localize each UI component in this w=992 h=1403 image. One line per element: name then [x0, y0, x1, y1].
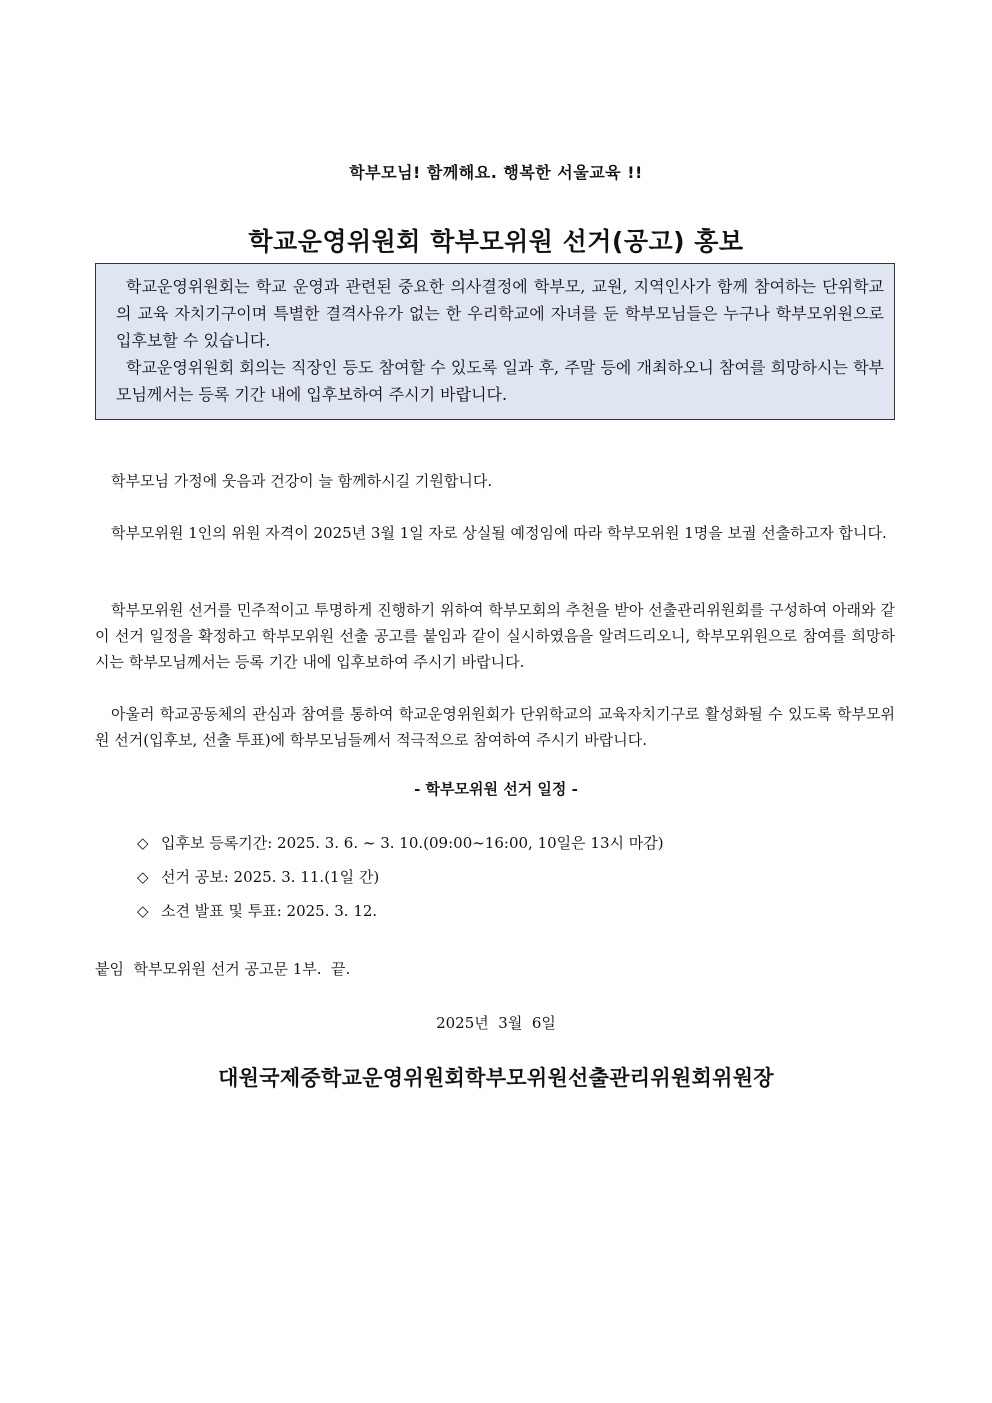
schedule-item: [137, 826, 664, 860]
election-paragraph: 학부모위원 선거를 민주적이고 투명하게 진행하기 위하여 학부모회의 추천을 받아 선출관리위원회를 구성하여 아래와 같이 선거 일정을 확정하고 학부모위원 선출 공고를 붙임과 같이 실시하였음을 알려드리오니, 학부모위원으로 참여를 희망하시는 학부모님께서는 등록 기간 내에 입후보하여 주시기 바랍니다.: [95, 601, 895, 671]
schedule-item: [137, 860, 664, 894]
schedule-list: [137, 826, 664, 928]
document-title: 학교운영위원회 학부모위원 선거(공고) 홍보: [248, 227, 744, 256]
diamond-bullet-icon: ◇: [137, 902, 149, 920]
diamond-bullet-icon: ◇: [137, 834, 149, 852]
document-date: 2025년 3월 6일: [436, 1014, 556, 1032]
notice-box: [95, 263, 895, 420]
schedule-item-text: 입후보 등록기간: 2025. 3. 6. ~ 3. 10.(09:00~16:00, 10일은 13시 마감): [161, 834, 664, 852]
schedule-item: [137, 894, 664, 928]
greeting-paragraph: 학부모님 가정에 웃음과 건강이 늘 함께하시길 기원합니다.: [111, 472, 493, 490]
slogan: 학부모님! 함께해요. 행복한 서울교육 !!: [349, 163, 643, 182]
notice-paragraph-2: 학교운영위원회 회의는 직장인 등도 참여할 수 있도록 일과 후, 주말 등에 개최하오니 참여를 희망하시는 학부모님께서는 등록 기간 내에 입후보하여 주시기 바랍니다.: [116, 358, 884, 404]
signature-line: 대원국제중학교운영위원회학부모위원선출관리위원회위원장: [218, 1065, 774, 1090]
vacancy-paragraph: 학부모위원 1인의 위원 자격이 2025년 3월 1일 자로 상실될 예정임에 따라 학부모위원 1명을 보궐 선출하고자 합니다.: [111, 524, 887, 542]
diamond-bullet-icon: ◇: [137, 868, 149, 886]
schedule-item-text: 소견 발표 및 투표: 2025. 3. 12.: [161, 902, 378, 920]
attachment-note: 붙임 학부모위원 선거 공고문 1부. 끝.: [95, 960, 351, 978]
schedule-item-text: 선거 공보: 2025. 3. 11.(1일 간): [161, 868, 380, 886]
participation-paragraph: 아울러 학교공동체의 관심과 참여를 통하여 학교운영위원회가 단위학교의 교육자치기구로 활성화될 수 있도록 학부모위원 선거(입후보, 선출 투표)에 학부모님들께서 적극적으로 참여하여 주시기 바랍니다.: [95, 705, 895, 749]
schedule-heading: - 학부모위원 선거 일정 -: [414, 780, 578, 798]
notice-paragraph-1: 학교운영위원회는 학교 운영과 관련된 중요한 의사결정에 학부모, 교원, 지역인사가 함께 참여하는 단위학교의 교육 자치기구이며 특별한 결격사유가 없는 한 우리학교에 자녀를 둔 학부모님들은 누구나 학부모위원으로 입후보할 수 있습니다.: [116, 277, 884, 350]
